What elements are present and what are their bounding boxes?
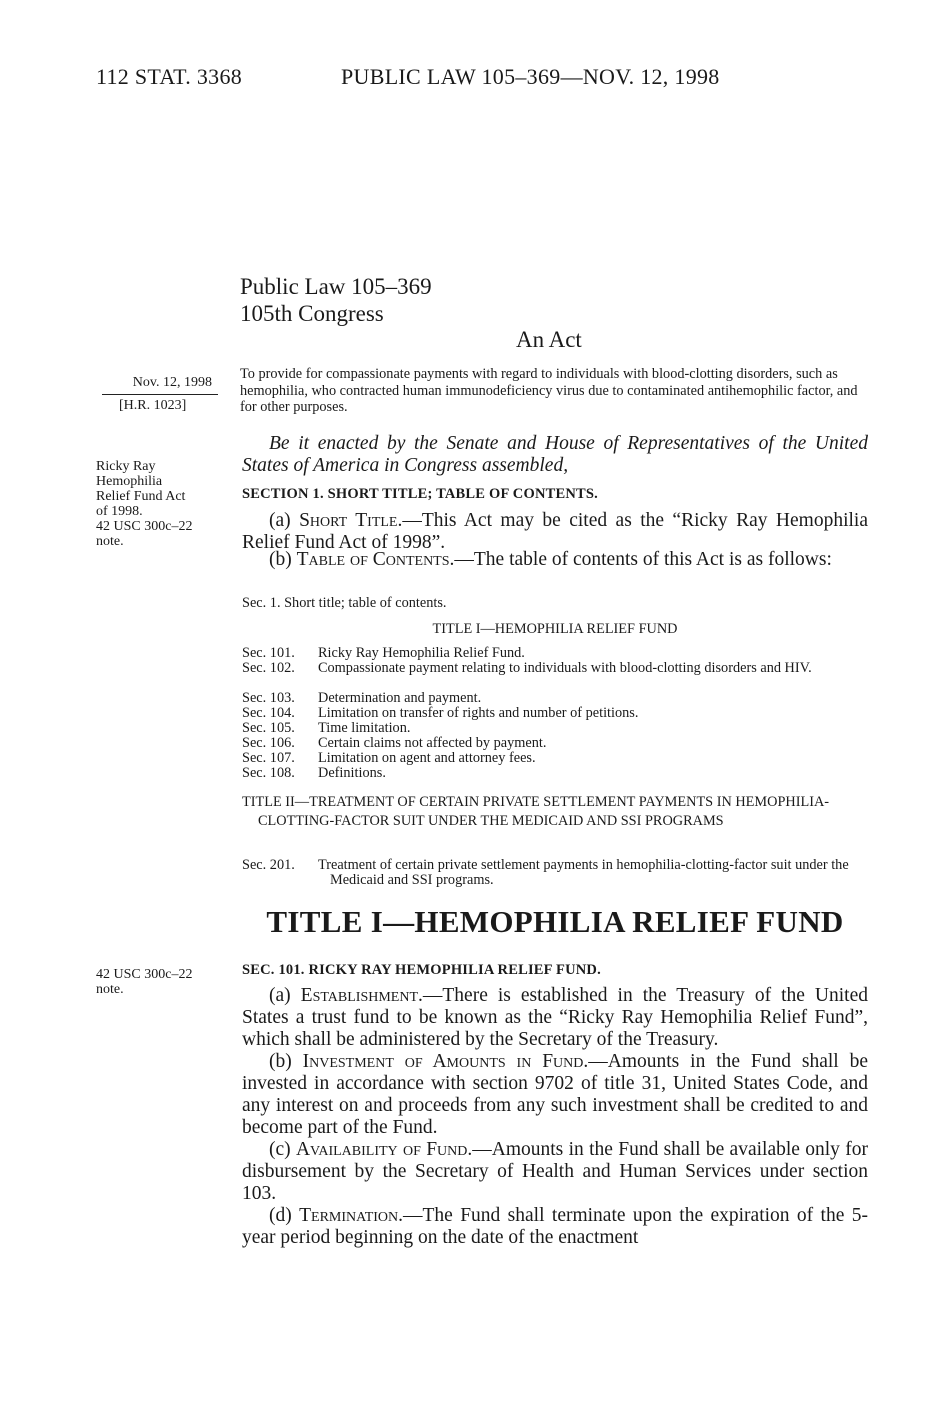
paragraph-caption: Establishment <box>300 985 419 1006</box>
paragraph-text: .—Amounts in the Fund shall be invested in accordance with section 9702 of title 31, United States Code, and any interest on and proceeds from any such investment shall be credited to and become part of the Fund. <box>242 1051 868 1138</box>
toc-entry <box>242 661 868 676</box>
paragraph-label: (a) <box>269 510 300 531</box>
congress-number: 105th Congress <box>240 301 384 326</box>
paragraph-label: (b) <box>269 549 297 570</box>
paragraph-text: .—This Act may be cited as the “Ricky Ray Hemophilia Relief Fund Act of 1998”. <box>242 510 868 553</box>
section-101-body <box>242 985 868 1249</box>
enacting-clause: Be it enacted by the Senate and House of Representatives of the United States of America in Congress assembled, <box>242 433 868 476</box>
toc-entry <box>242 596 868 611</box>
margin-note-line: 42 USC 300c–22 <box>96 519 193 534</box>
toc-title-1: TITLE I—HEMOPHILIA RELIEF FUND <box>432 621 678 637</box>
act-heading: An Act <box>516 327 582 352</box>
title-1-heading: TITLE I—HEMOPHILIA RELIEF FUND <box>266 904 844 939</box>
paragraph-caption: Table of Contents <box>296 549 450 570</box>
toc-section-number: Sec. 101. <box>242 645 295 661</box>
section-101-heading: SEC. 101. RICKY RAY HEMOPHILIA RELIEF FUND. <box>242 962 601 978</box>
toc-section-number: Sec. 1. <box>242 595 281 611</box>
paragraph-text: .—There is established in the Treasury of the United States a trust fund to be known as the “Ricky Ray Hemophilia Relief Fund”, which shall be administered by the Secretary of the Treasury. <box>242 985 868 1050</box>
toc-entry <box>242 721 868 736</box>
short-title-paragraph <box>242 510 868 554</box>
paragraph-text: .—Amounts in the Fund shall be available only for disbursement by the Secretary of Health and Human Services under section 103. <box>242 1139 868 1204</box>
toc-entry <box>242 646 868 661</box>
margin-note-line: note. <box>96 982 124 997</box>
toc-entry <box>242 706 868 721</box>
section-101-paragraph-b <box>242 1051 868 1139</box>
paragraph-caption: Termination <box>299 1205 399 1226</box>
toc-title-2 <box>242 793 868 831</box>
margin-note-line: Ricky Ray <box>96 459 156 474</box>
act-purpose: To provide for compassionate payments with regard to individuals with blood-clotting disorders, such as hemophilia, who contracted human immunodeficiency virus due to contaminated antihemophilic factor, and for other purposes. <box>240 366 858 415</box>
section-101-paragraph-d <box>242 1205 868 1249</box>
toc-entry <box>242 736 868 751</box>
margin-bill-number: [H.R. 1023] <box>119 398 187 413</box>
toc-section-title: Limitation on transfer of rights and number of petitions. <box>318 705 639 721</box>
margin-note-line: Relief Fund Act <box>96 489 186 504</box>
public-law-number: Public Law 105–369 <box>240 274 432 299</box>
margin-note-sec101 <box>96 967 221 997</box>
toc-section-title: Determination and payment. <box>318 690 482 706</box>
toc-section-number: Sec. 104. <box>242 705 295 721</box>
toc-section-number: Sec. 106. <box>242 735 295 751</box>
running-head-law: PUBLIC LAW 105–369—NOV. 12, 1998 <box>341 64 720 89</box>
section-101-paragraph-a <box>242 985 868 1051</box>
paragraph-caption: Availability of Fund <box>295 1139 468 1160</box>
paragraph-label: (b) <box>269 1051 303 1072</box>
toc-entry <box>242 766 868 781</box>
toc-section-title: Short title; table of contents. <box>284 595 447 611</box>
toc-section-number: Sec. 105. <box>242 720 295 736</box>
margin-note-line: of 1998. <box>96 504 143 519</box>
toc-section-number: Sec. 107. <box>242 750 295 766</box>
paragraph-label: (c) <box>269 1139 296 1160</box>
paragraph-caption: Investment of Amounts in Fund <box>302 1051 584 1072</box>
toc-section-number: Sec. 201. <box>242 857 295 873</box>
margin-enactment-date: Nov. 12, 1998 <box>102 375 218 395</box>
toc-section-title: Definitions. <box>318 765 386 781</box>
table-of-contents-intro <box>242 549 868 571</box>
paragraph-label: (d) <box>269 1205 300 1226</box>
toc-section-title: Treatment of certain private settlement payments in hemophilia-clotting-factor suit under the Medicaid and SSI programs. <box>318 857 849 889</box>
toc-section-title: Compassionate payment relating to individuals with blood-clotting disorders and HIV. <box>318 660 812 676</box>
paragraph-text: .—The table of contents of this Act is as follows: <box>449 549 832 570</box>
paragraph-label: (a) <box>269 985 301 1006</box>
toc-entry <box>242 858 868 888</box>
toc-section-title: Ricky Ray Hemophilia Relief Fund. <box>318 645 525 661</box>
toc-section-number: Sec. 102. <box>242 660 295 676</box>
toc-section-title: Limitation on agent and attorney fees. <box>318 750 536 766</box>
paragraph-caption: Short Title <box>299 510 398 531</box>
section-1-heading: SECTION 1. SHORT TITLE; TABLE OF CONTENTS. <box>242 486 598 502</box>
margin-note-short-title <box>96 459 221 549</box>
toc-section-number: Sec. 108. <box>242 765 295 781</box>
toc-section-title: Certain claims not affected by payment. <box>318 735 547 751</box>
margin-note-line: Hemophilia <box>96 474 163 489</box>
margin-note-line: 42 USC 300c–22 <box>96 967 193 982</box>
section-101-paragraph-c <box>242 1139 868 1205</box>
toc-entry <box>242 751 868 766</box>
toc-section-title: Time limitation. <box>318 720 411 736</box>
margin-note-line: note. <box>96 534 124 549</box>
toc-section-number: Sec. 103. <box>242 690 295 706</box>
toc-entry <box>242 691 868 706</box>
paragraph-text: .—The Fund shall terminate upon the expiration of the 5-year period beginning on the date of the enactment <box>242 1205 868 1248</box>
page-stat-reference: 112 STAT. 3368 <box>96 64 243 89</box>
toc-title-2-text: TITLE II—TREATMENT OF CERTAIN PRIVATE SETTLEMENT PAYMENTS IN HEMOPHILIA-CLOTTING-FACTOR SUIT UNDER THE MEDICAID AND SSI PROGRAMS <box>242 794 830 829</box>
